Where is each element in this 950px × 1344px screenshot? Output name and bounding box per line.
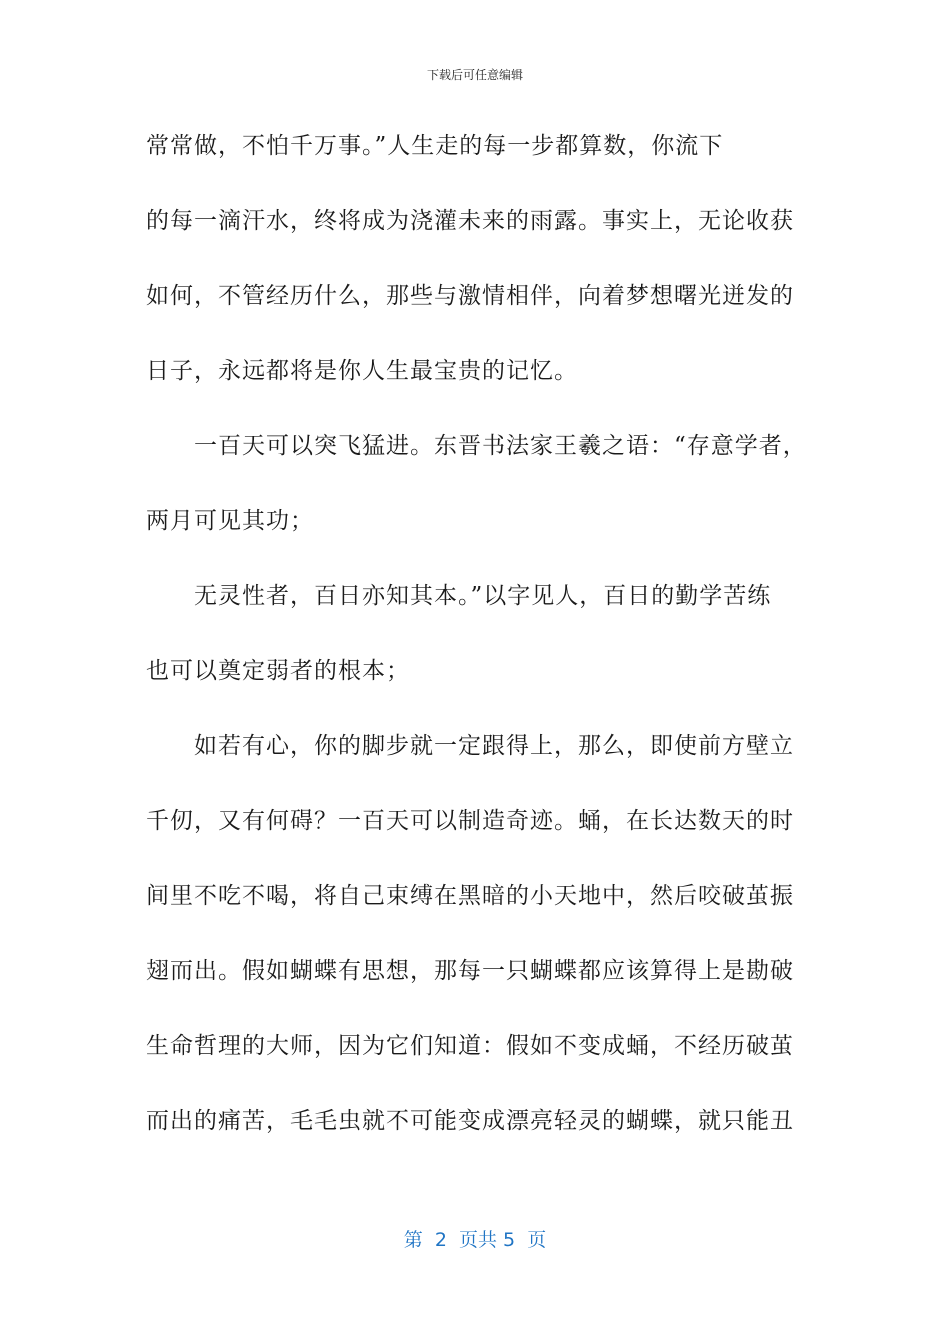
paragraph-start-line: 如若有心，你的脚步就一定跟得上，那么，即使前方壁立 (194, 733, 794, 759)
text-line: 生命哲理的大师，因为它们知道：假如不变成蛹，不经历破茧 (146, 1033, 794, 1059)
text-line: 常常做，不怕千万事。”人生走的每一步都算数，你流下 (146, 133, 724, 159)
text-line: 如何，不管经历什么，那些与激情相伴，向着梦想曙光迸发的 (146, 283, 794, 309)
text-line: 的每一滴汗水，终将成为浇灌未来的雨露。事实上，无论收获 (146, 208, 794, 234)
page-header: 下载后可任意编辑 (426, 68, 523, 82)
page-number-footer: 第 2 页共 5 页 (403, 1229, 547, 1251)
text-line: 两月可见其功； (146, 508, 314, 534)
paragraph-start-line: 一百天可以突飞猛进。东晋书法家王羲之语：“存意学者， (194, 433, 807, 459)
text-line: 也可以奠定弱者的根本； (146, 658, 410, 684)
text-line: 日子，永远都将是你人生最宝贵的记忆。 (146, 358, 578, 384)
text-line: 千仞，又有何碍？一百天可以制造奇迹。蛹，在长达数天的时 (146, 808, 794, 834)
paragraph-start-line: 无灵性者，百日亦知其本。”以字见人，百日的勤学苦练 (194, 583, 772, 609)
text-line: 翅而出。假如蝴蝶有思想，那每一只蝴蝶都应该算得上是勘破 (146, 958, 794, 984)
text-line: 而出的痛苦，毛毛虫就不可能变成漂亮轻灵的蝴蝶，就只能丑 (146, 1108, 794, 1134)
text-line: 间里不吃不喝，将自己束缚在黑暗的小天地中，然后咬破茧振 (146, 883, 794, 909)
document-body (146, 122, 814, 1172)
